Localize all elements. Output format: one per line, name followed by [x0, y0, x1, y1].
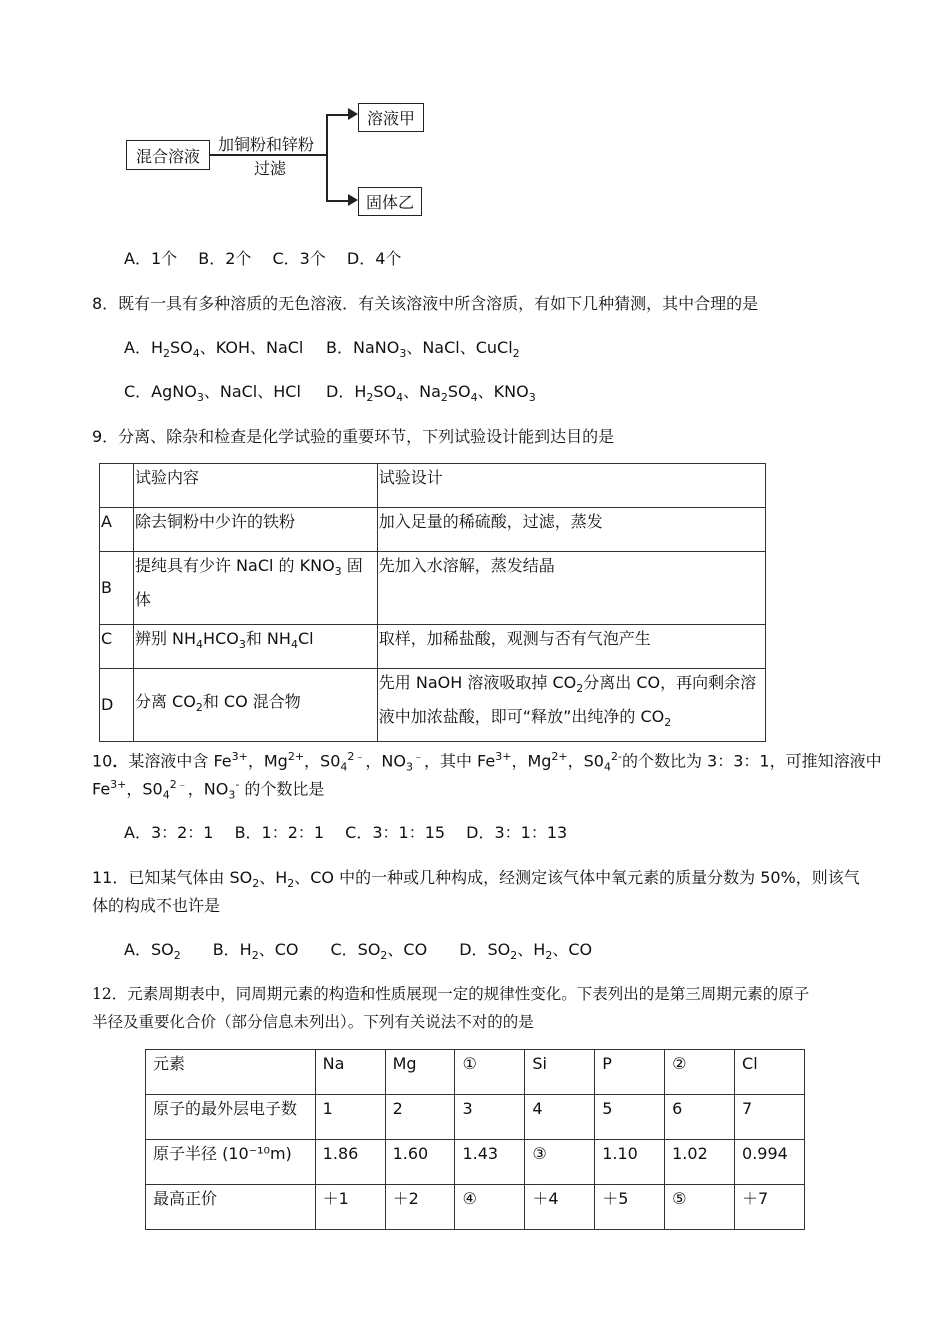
table-cell: 最高正价: [146, 1185, 316, 1230]
table-cell: 1.60: [385, 1140, 455, 1185]
table-cell: 4: [525, 1095, 595, 1140]
q10-line2: $Fe^{3+}$，$S0_4^{2﹣}$，$NO_3^-$ 的个数比是: [92, 778, 325, 802]
table-cell: 辨别 $NH_4HCO_3$和 $NH_4Cl$: [133, 625, 377, 669]
q10-line1: 10．某溶液中含 $Fe^{3+}$，$Mg^{2+}$，$S0_4^{2﹣}$，$NO_3^﹣$，其中 $Fe^{3+}$，$Mg^{2+}$，$S0_4^{2-}$的个数比为 3：3：1，可推知溶液中: [92, 750, 882, 774]
q8-option-c: C．AgNO$_3$、NaCl、HCl: [124, 382, 301, 405]
table-cell: ⑤: [665, 1185, 735, 1230]
arrow-head-top: [348, 108, 358, 120]
table-row: [146, 1140, 805, 1185]
mixed-solution-box: 混合溶液: [126, 140, 210, 170]
table-cell: C: [100, 625, 134, 669]
table-cell: 分离 $CO_2$和 CO 混合物: [133, 669, 377, 742]
table-cell: 提纯具有少许 NaCl 的 $KNO_3$ 固体: [133, 552, 377, 625]
q7-options: A．1个 B．2个 C．3个 D．4个: [124, 249, 402, 268]
table-cell: 试验设计: [377, 464, 765, 508]
table-cell: 1.43: [455, 1140, 525, 1185]
table-cell: 6: [665, 1095, 735, 1140]
table-cell: ①: [455, 1050, 525, 1095]
table-cell: 5: [595, 1095, 665, 1140]
table-cell: ④: [455, 1185, 525, 1230]
arrow-top-label: 加铜粉和锌粉: [218, 135, 315, 154]
table-cell: 元素: [146, 1050, 316, 1095]
table-cell: 1.86: [315, 1140, 385, 1185]
arrow-head-bottom: [348, 194, 358, 206]
solution-a-box: 溶液甲: [358, 103, 424, 132]
table-cell: P: [595, 1050, 665, 1095]
table-cell: ③: [525, 1140, 595, 1185]
q9-stem: 9．分离、除杂和检查是化学试验的重要环节，下列试验设计能到达目的是: [92, 427, 615, 446]
table-cell: 2: [385, 1095, 455, 1140]
table-row: [100, 464, 766, 508]
q12-line2: 半径及重要化合价（部分信息未列出）。下列有关说法不对的的是: [92, 1013, 534, 1031]
table-cell: 先加入水溶解，蒸发结晶: [377, 552, 765, 625]
q8-option-a: A．$H_2SO_4$、KOH、NaCl: [124, 338, 304, 361]
table-row: [146, 1185, 805, 1230]
q8-stem: 8．既有一具有多种溶质的无色溶液．有关该溶液中所含溶质，有如下几种猜测，其中合理的是: [92, 294, 759, 313]
table-cell: Mg: [385, 1050, 455, 1095]
table-cell: [100, 464, 134, 508]
table-cell: Na: [315, 1050, 385, 1095]
q12-line1: 12．元素周期表中，同周期元素的构造和性质展现一定的规律性变化。下表列出的是第三周期元素的原子: [92, 985, 810, 1003]
table-cell: ②: [665, 1050, 735, 1095]
q8-option-d: D．$H_2SO_4$、$Na_2SO_4$、$KNO_3$: [326, 382, 536, 405]
q11-line2: 体的构成不也许是: [92, 896, 221, 915]
q12-table: [145, 1049, 805, 1230]
table-cell: 1.10: [595, 1140, 665, 1185]
table-row: [100, 625, 766, 669]
table-row: [100, 669, 766, 742]
table-cell: 1: [315, 1095, 385, 1140]
table-cell: Cl: [735, 1050, 805, 1095]
table-row: [146, 1095, 805, 1140]
table-cell: 1.02: [665, 1140, 735, 1185]
q9-table: [99, 463, 766, 742]
table-cell: 加入足量的稀硫酸，过滤，蒸发: [377, 508, 765, 552]
q11-line1: 11．已知某气体由 $SO_2$、$H_2$、CO 中的一种或几种构成，经测定该气体中氧元素的质量分数为 50%，则该气: [92, 868, 860, 891]
table-cell: ＋5: [595, 1185, 665, 1230]
table-row: [146, 1050, 805, 1095]
table-cell: 取样，加稀盐酸，观测与否有气泡产生: [377, 625, 765, 669]
table-cell: 7: [735, 1095, 805, 1140]
table-cell: ＋2: [385, 1185, 455, 1230]
table-cell: 3: [455, 1095, 525, 1140]
table-cell: 先用 NaOH 溶液吸取掉 $CO_2$分离出 CO，再向剩余溶液中加浓盐酸，即可“释放”出纯净的 $CO_2$: [377, 669, 765, 742]
table-cell: ＋4: [525, 1185, 595, 1230]
table-row: [100, 508, 766, 552]
table-cell: A: [100, 508, 134, 552]
solid-b-box: 固体乙: [358, 187, 422, 216]
table-cell: Si: [525, 1050, 595, 1095]
branch-vertical-line: [326, 114, 328, 201]
table-cell: 除去铜粉中少许的铁粉: [133, 508, 377, 552]
q8-option-b: B．NaNO$_3$、NaCl、CuCl$_2$: [326, 338, 520, 361]
table-cell: 原子半径 (10⁻¹⁰m): [146, 1140, 316, 1185]
q11-options: A．$SO_2$ B．$H_2$、CO C．$SO_2$、CO D．$SO_2$、$H_2$、CO: [124, 940, 593, 963]
arrow-bottom-label: 过滤: [254, 159, 287, 178]
table-row: [100, 552, 766, 625]
q10-options: A．3：2：1 B．1：2：1 C．3：1：15 D．3：1：13: [124, 823, 568, 842]
table-cell: D: [100, 669, 134, 742]
table-cell: 0.994: [735, 1140, 805, 1185]
table-cell: 原子的最外层电子数: [146, 1095, 316, 1140]
table-cell: 试验内容: [133, 464, 377, 508]
table-cell: B: [100, 552, 134, 625]
table-cell: ＋1: [315, 1185, 385, 1230]
table-cell: ＋7: [735, 1185, 805, 1230]
